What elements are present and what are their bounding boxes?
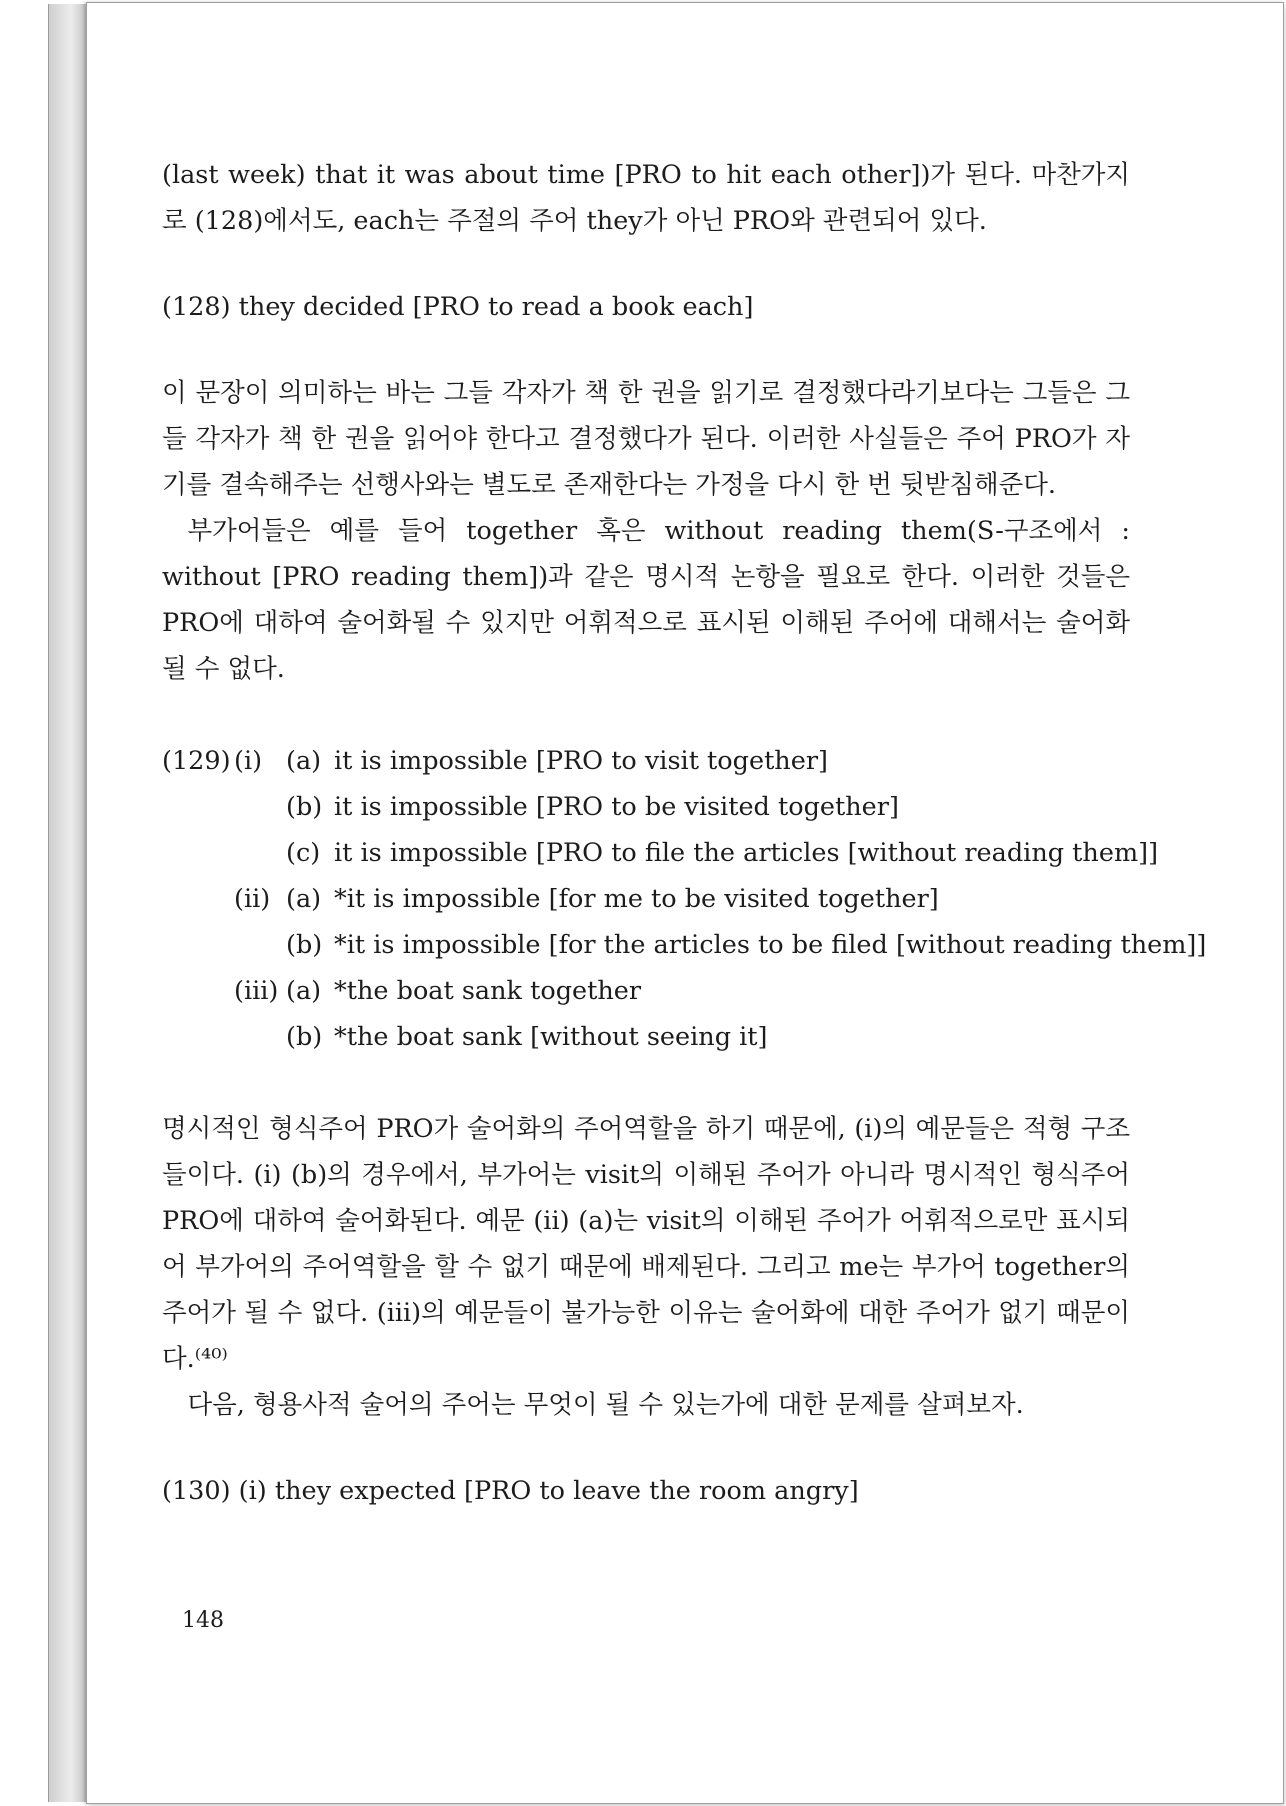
example-129-line <box>162 1014 1130 1060</box>
example-128: (128) they decided [PRO to read a book each] <box>162 292 754 322</box>
example-number: (129) <box>162 746 231 776</box>
example-label: (a) <box>286 976 322 1006</box>
example-text: it is impossible [PRO to file the articles [without reading them]] <box>334 838 1159 868</box>
example-sub-number: (i) <box>234 746 263 776</box>
example-text: *the boat sank [without seeing it] <box>334 1022 768 1052</box>
example-text: it is impossible [PRO to be visited together] <box>334 792 899 822</box>
example-text: it is impossible [PRO to visit together] <box>334 746 828 776</box>
book-spine <box>48 4 89 1802</box>
example-129-line <box>162 876 1130 922</box>
example-129-line <box>162 968 1130 1014</box>
example-129-line <box>162 738 1130 784</box>
page-body <box>162 152 1207 1514</box>
example-129-line <box>162 830 1159 876</box>
paragraph-1: (last week) that it was about time [PRO to hit each other])가 된다. 마찬가지로 (128)에서도, each는 주절의 주어 they가 아닌 PRO와 관련되어 있다. <box>162 160 1130 236</box>
example-129-line <box>162 784 1130 830</box>
example-label: (b) <box>286 792 323 822</box>
page-number: 148 <box>182 1608 224 1633</box>
example-text: *it is impossible [for me to be visited together] <box>334 884 939 914</box>
example-label: (c) <box>286 838 321 868</box>
example-text: *the boat sank together <box>334 976 642 1006</box>
example-129 <box>162 738 1207 1060</box>
example-sub-number: (ii) <box>234 884 271 914</box>
example-label: (b) <box>286 930 323 960</box>
example-sub-number: (iii) <box>234 976 279 1006</box>
paragraph-3: 부가어들은 예를 들어 together 혹은 without reading them(S-구조에서 : without [PRO reading them])과 같은 명시적 논항을 필요로 한다. 이러한 것들은 PRO에 대하여 술어화될 수 있지만 어휘적으로 표시된 이해된 주어에 대해서는 술어화될 수 없다. <box>162 516 1130 684</box>
paragraph-4: 명시적인 형식주어 PRO가 술어화의 주어역할을 하기 때문에, (i)의 예문들은 적형 구조들이다. (i) (b)의 경우에서, 부가어는 visit의 이해된 주어가 아니라 명시적인 형식주어 PRO에 대하여 술어화된다. 예문 (ii) (a)는 visit의 이해된 주어가 어휘적으로만 표시되어 부가어의 주어역할을 할 수 없기 때문에 배제된다. 그리고 me는 부가어 together의 주어가 될 수 없다. (iii)의 예문들이 불가능한 이유는 술어화에 대한 주어가 없기 때문이다.⁽⁴⁰⁾ <box>162 1114 1130 1374</box>
example-label: (b) <box>286 1022 323 1052</box>
example-130: (130) (i) they expected [PRO to leave the room angry] <box>162 1476 859 1506</box>
example-129-line <box>162 922 1207 968</box>
example-label: (a) <box>286 884 322 914</box>
paragraph-2: 이 문장이 의미하는 바는 그들 각자가 책 한 권을 읽기로 결정했다라기보다는 그들은 그들 각자가 책 한 권을 읽어야 한다고 결정했다가 된다. 이러한 사실들은 주어 PRO가 자기를 결속해주는 선행사와는 별도로 존재한다는 가정을 다시 한 번 뒷받침해준다. <box>162 378 1130 500</box>
example-label: (a) <box>286 746 322 776</box>
example-text: *it is impossible [for the articles to be filed [without reading them]] <box>334 930 1207 960</box>
paragraph-5: 다음, 형용사적 술어의 주어는 무엇이 될 수 있는가에 대한 문제를 살펴보자. <box>187 1390 1024 1420</box>
